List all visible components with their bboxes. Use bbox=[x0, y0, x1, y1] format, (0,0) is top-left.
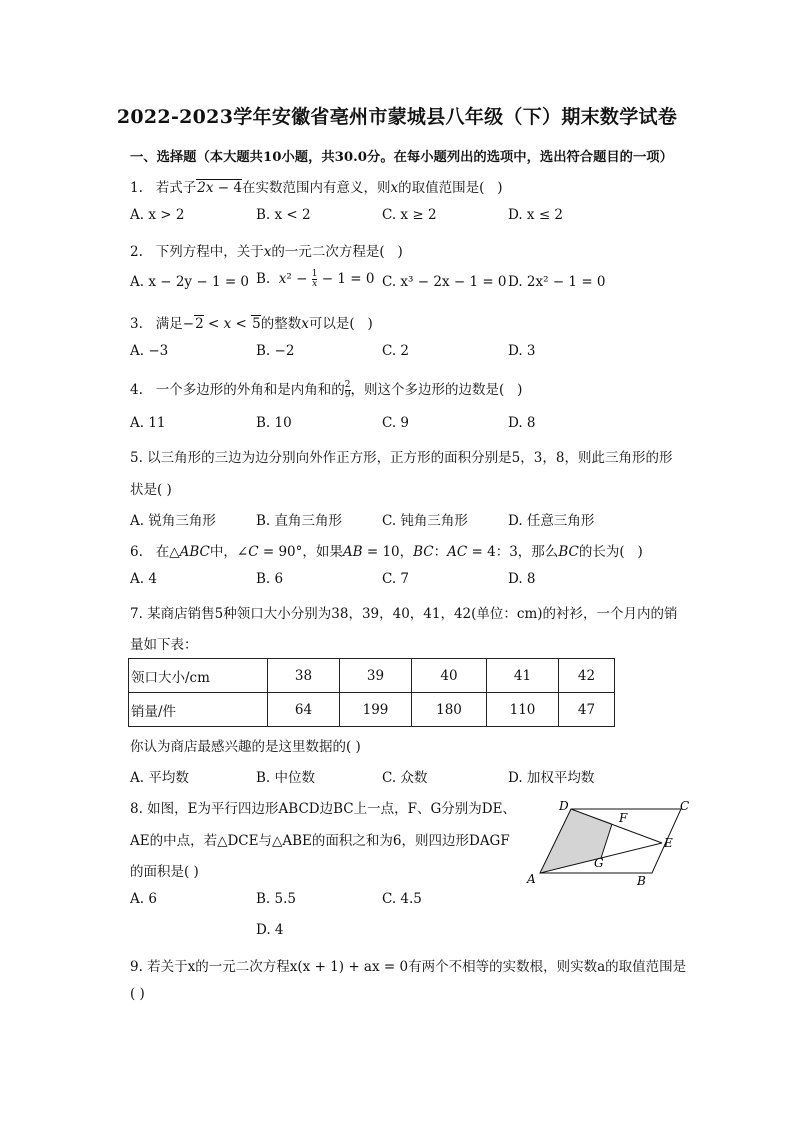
question-6-option-b[interactable]: B. 6 bbox=[256, 571, 284, 587]
question-7-option-b[interactable]: B. 中位数 bbox=[256, 770, 316, 786]
question-5-stem-line-1: 5. 以三角形的三边为边分别向外作正方形，正方形的面积分别是5，3，8，则此三角形的形 bbox=[130, 450, 673, 466]
label-f: F bbox=[619, 811, 628, 825]
question-8-option-a[interactable]: A. 6 bbox=[130, 891, 157, 907]
table-cell: 42 bbox=[559, 659, 615, 693]
question-4-stem: 4. 一个多边形的外角和是内角和的 $\frac{2}{9}$ ，则这个多边形的边数是( ) bbox=[130, 380, 523, 400]
question-5-option-d[interactable]: D. 任意三角形 bbox=[508, 513, 595, 529]
question-7-option-a[interactable]: A. 平均数 bbox=[130, 770, 189, 786]
question-1-option-b[interactable]: B. x < 2 bbox=[256, 207, 311, 223]
question-1-option-c[interactable]: C. x ≥ 2 bbox=[382, 207, 437, 223]
question-8-stem-line-1: 8. 如图，E为平行四边形ABCD边BC上一点，F、G分别为DE、 bbox=[130, 801, 516, 817]
question-3-option-d[interactable]: D. 3 bbox=[508, 343, 536, 359]
table-header-sales: 销量/件 bbox=[129, 693, 268, 727]
question-6-option-c[interactable]: C. 7 bbox=[382, 571, 410, 587]
question-5-option-c[interactable]: C. 钝角三角形 bbox=[382, 513, 468, 529]
question-5-option-a[interactable]: A. 锐角三角形 bbox=[130, 513, 216, 529]
question-5-stem-line-2: 状是( ) bbox=[130, 482, 172, 498]
table-row bbox=[129, 693, 615, 727]
page-title: 2022-2023学年安徽省亳州市蒙城县八年级（下）期末数学试卷 bbox=[116, 106, 678, 128]
table-cell: 41 bbox=[487, 659, 559, 693]
question-2-option-d[interactable]: D. 2x² − 1 = 0 bbox=[508, 274, 606, 290]
label-d: D bbox=[559, 799, 569, 813]
question-3-option-b[interactable]: B. −2 bbox=[256, 343, 295, 359]
question-4-option-a[interactable]: A. 11 bbox=[130, 415, 166, 431]
question-4-option-c[interactable]: C. 9 bbox=[382, 415, 410, 431]
question-6-stem: 6. 在△ABC中，∠C = 90°，如果AB = 10，BC：AC = 4：3，那么BC的长为( ) bbox=[130, 544, 643, 560]
question-7-option-d[interactable]: D. 加权平均数 bbox=[508, 770, 595, 786]
question-9-stem-line-1: 9. 若关于x的一元二次方程x(x + 1) + ax = 0有两个不相等的实数根，则实数a的取值范围是 bbox=[130, 959, 687, 975]
question-2-option-c[interactable]: C. x³ − 2x − 1 = 0 bbox=[382, 274, 507, 290]
table-cell: 180 bbox=[412, 693, 487, 727]
question-2-option-b[interactable]: B. x² − $\frac{1}{x}$ − 1 = 0 bbox=[256, 269, 375, 289]
label-a: A bbox=[527, 872, 536, 886]
question-6-option-d[interactable]: D. 8 bbox=[508, 571, 536, 587]
question-1-option-a[interactable]: A. x > 2 bbox=[130, 207, 185, 223]
question-9-stem-line-2: ( ) bbox=[130, 986, 145, 1002]
question-8-stem-line-3: 的面积是( ) bbox=[130, 864, 199, 880]
question-3-option-a[interactable]: A. −3 bbox=[130, 343, 169, 359]
label-c: C bbox=[680, 799, 690, 813]
question-3-stem: 3. 满足−2 < x < 5的整数x可以是( ) bbox=[130, 316, 373, 332]
question-8-option-c[interactable]: C. 4.5 bbox=[382, 891, 422, 907]
table-cell: 38 bbox=[268, 659, 340, 693]
question-6-option-a[interactable]: A. 4 bbox=[130, 571, 157, 587]
size-sales-table bbox=[128, 658, 615, 727]
table-cell: 199 bbox=[340, 693, 412, 727]
label-b: B bbox=[637, 874, 646, 888]
table-cell: 110 bbox=[487, 693, 559, 727]
table-cell: 39 bbox=[340, 659, 412, 693]
question-7-option-c[interactable]: C. 众数 bbox=[382, 770, 428, 786]
question-2-option-a[interactable]: A. x − 2y − 1 = 0 bbox=[130, 274, 250, 290]
question-8-option-d[interactable]: D. 4 bbox=[256, 922, 284, 938]
question-8-option-b[interactable]: B. 5.5 bbox=[256, 891, 296, 907]
question-4-option-d[interactable]: D. 8 bbox=[508, 415, 536, 431]
question-7-followup: 你认为商店最感兴趣的是这里数据的( ) bbox=[130, 739, 361, 755]
table-cell: 47 bbox=[559, 693, 615, 727]
section-heading: 一、选择题（本大题共10小题，共30.0分。在每小题列出的选项中，选出符合题目的一项） bbox=[130, 150, 673, 165]
parallelogram-figure bbox=[524, 796, 704, 888]
question-7-stem-line-2: 量如下表： bbox=[130, 637, 198, 653]
question-5-option-b[interactable]: B. 直角三角形 bbox=[256, 513, 343, 529]
question-7-stem-line-1: 7. 某商店销售5种领口大小分别为38，39，40，41，42(单位：cm)的衬衫，一个月内的销 bbox=[130, 606, 678, 622]
label-g: G bbox=[594, 856, 604, 870]
question-4-option-b[interactable]: B. 10 bbox=[256, 415, 292, 431]
table-row bbox=[129, 659, 615, 693]
question-1-stem: 1. 若式子2x − 4在实数范围内有意义，则x的取值范围是( ) bbox=[130, 180, 503, 196]
question-1-option-d[interactable]: D. x ≤ 2 bbox=[508, 207, 564, 223]
question-8-stem-line-2: AE的中点，若△DCE与△ABE的面积之和为6，则四边形DAGF bbox=[130, 833, 510, 849]
question-2-stem: 2. 下列方程中，关于x的一元二次方程是( ) bbox=[130, 244, 403, 260]
table-cell: 64 bbox=[268, 693, 340, 727]
question-3-option-c[interactable]: C. 2 bbox=[382, 343, 410, 359]
table-cell: 40 bbox=[412, 659, 487, 693]
table-header-size: 领口大小/cm bbox=[129, 659, 268, 693]
label-e: E bbox=[664, 836, 673, 850]
